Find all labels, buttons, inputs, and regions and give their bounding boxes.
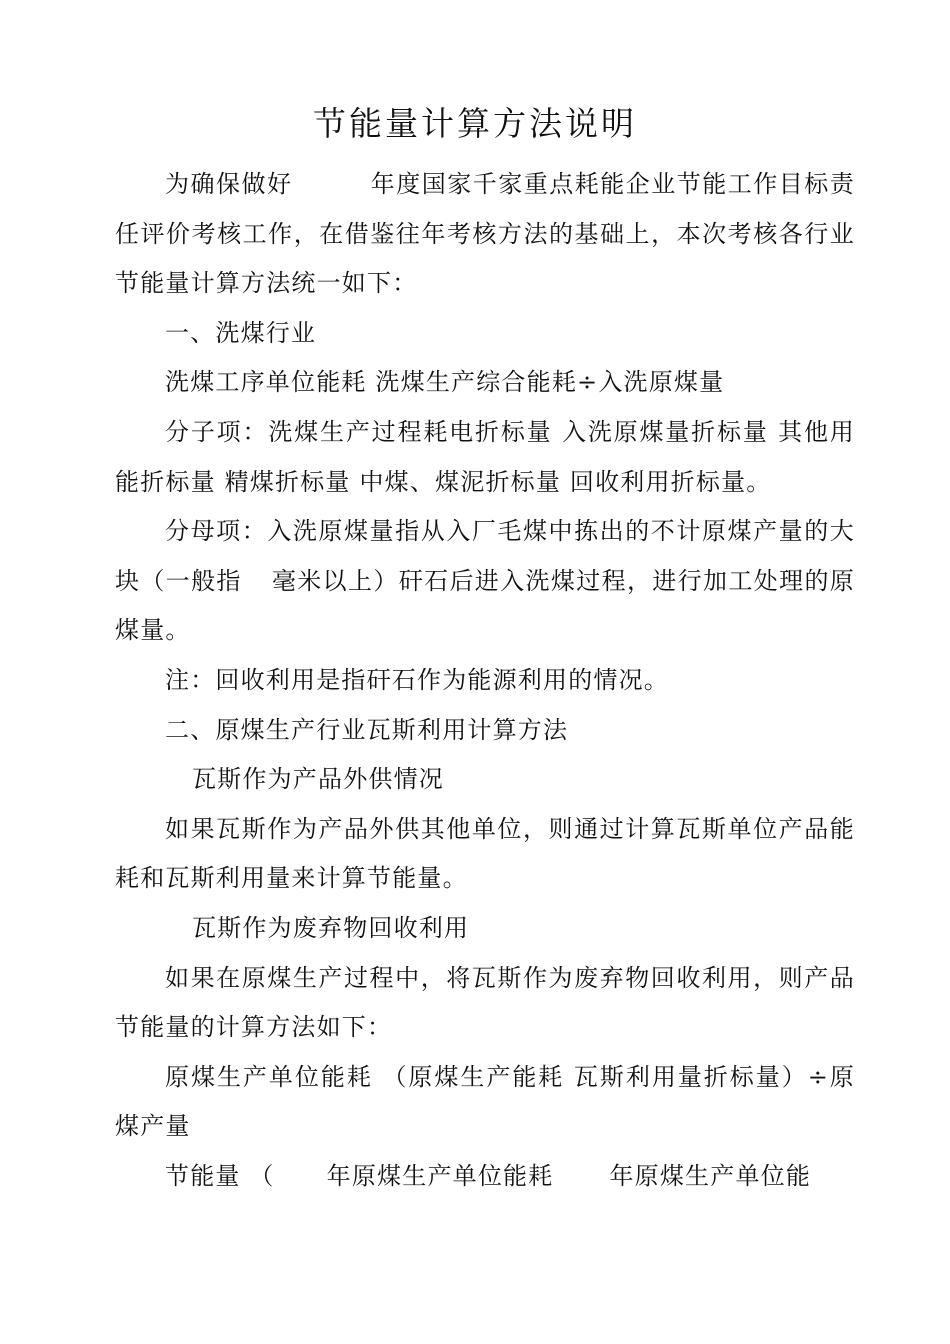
subheading-gas-product: 瓦斯作为产品外供情况 — [192, 765, 444, 794]
paragraph-intro — [115, 160, 855, 309]
formula-energy-saving — [115, 1152, 855, 1202]
section-heading-coal-washing: 一、洗煤行业 — [165, 318, 317, 347]
document-body — [115, 160, 855, 1201]
subheading-gas-waste: 瓦斯作为废弃物回收利用 — [192, 913, 470, 942]
paragraph-gas-product: 如果瓦斯作为产品外供其他单位，则通过计算瓦斯单位产品能耗和瓦斯利用量来计算节能量。 — [115, 814, 855, 893]
paragraph-denominator-rest: 毫米以上）矸石后进入洗煤过程，进行加工处理的原煤量。 — [115, 566, 856, 645]
document-title: 节能量计算方法说明 — [313, 104, 637, 143]
formula-raw-coal-energy: 原煤生产单位能耗 （原煤生产能耗 瓦斯利用量折标量）÷原煤产量 — [115, 1062, 855, 1141]
formula-coal-washing: 洗煤工序单位能耗 洗煤生产综合能耗÷入洗原煤量 — [165, 368, 725, 397]
paragraph-intro-start: 为确保做好 — [165, 170, 293, 198]
paragraph-numerator: 分子项：洗煤生产过程耗电折标量 入洗原煤量折标量 其他用能折标量 精煤折标量 中煤、煤泥折标量 回收利用折标量。 — [115, 417, 855, 496]
formula-energy-saving-end: 年原煤生产单位能 — [609, 1161, 812, 1190]
note-recycling: 注：回收利用是指矸石作为能源利用的情况。 — [165, 665, 669, 694]
formula-energy-saving-mid: 年原煤生产单位能耗 — [326, 1161, 554, 1190]
formula-energy-saving-start: 节能量 （ — [165, 1161, 275, 1190]
paragraph-intro-rest: 年度国家千家重点耗能企业节能工作目标责任评价考核工作，在借鉴往年考核方法的基础上，本次考核各行业节能量计算方法统一如下： — [115, 170, 855, 298]
paragraph-denominator — [115, 507, 855, 656]
paragraph-gas-waste: 如果在原煤生产过程中，将瓦斯作为废弃物回收利用，则产品节能量的计算方法如下： — [115, 963, 855, 1042]
section-heading-gas-utilization: 二、原煤生产行业瓦斯利用计算方法 — [165, 715, 569, 744]
paragraph-denominator-start: 分母项：入洗原煤量指从入厂毛煤中拣出的不计原煤产量的大块（一般指 — [115, 517, 855, 595]
